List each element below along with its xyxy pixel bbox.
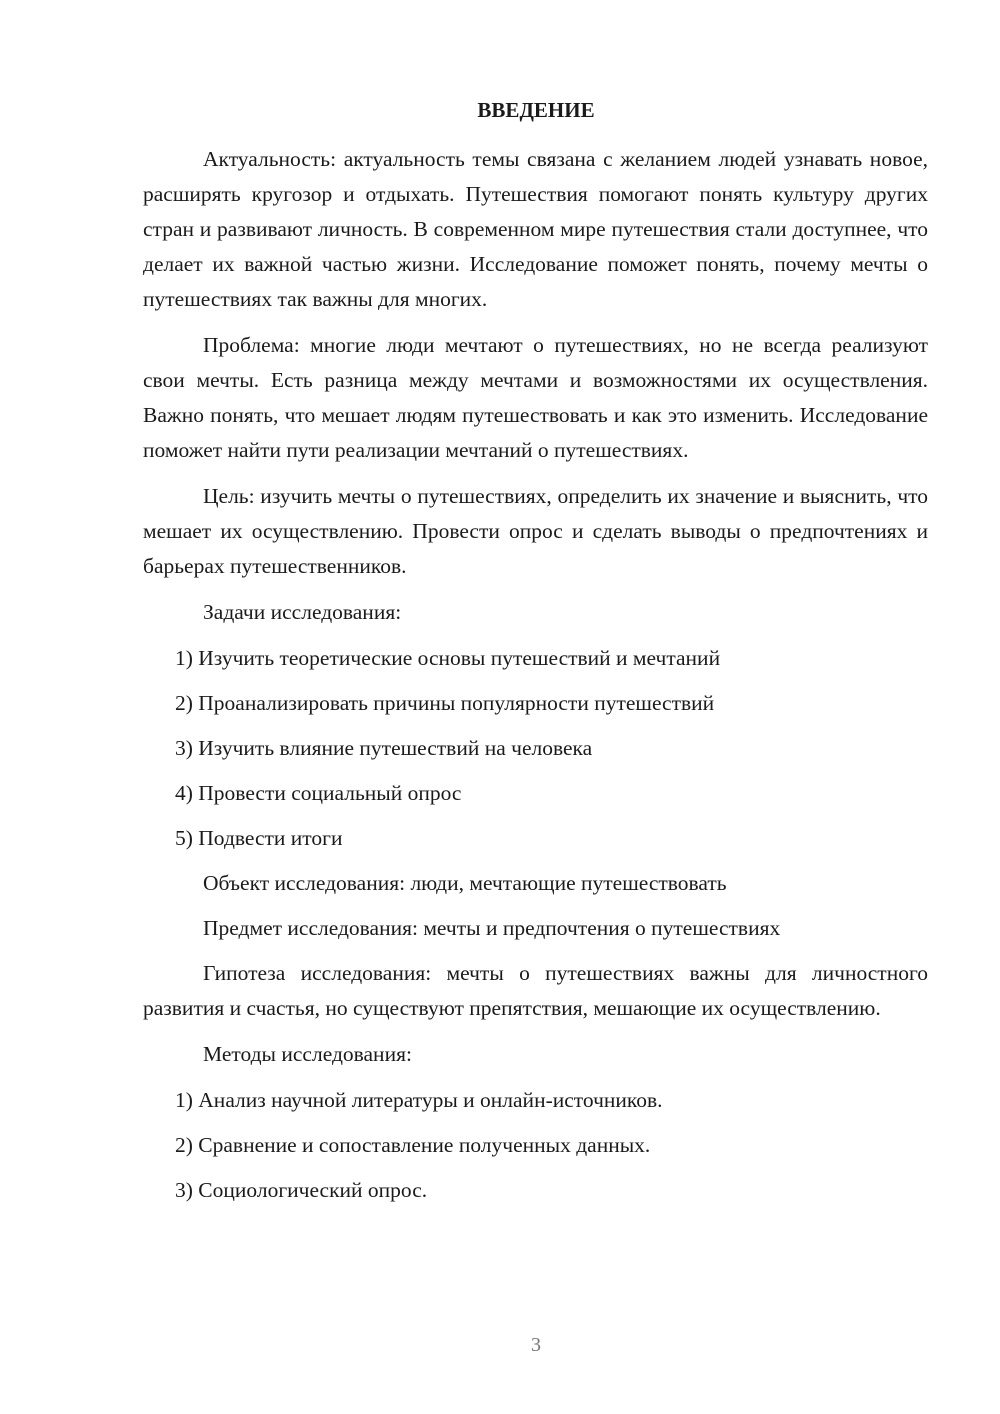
page-number: 3 <box>531 1334 541 1356</box>
document-body <box>143 142 928 1218</box>
method-item: 1) Анализ научной литературы и онлайн-источников. <box>175 1088 663 1112</box>
subject-paragraph: Предмет исследования: мечты и предпочтения о путешествиях <box>203 916 781 940</box>
problem-paragraph: Проблема: многие люди мечтают о путешествиях, но не всегда реализуют свои мечты. Есть разница между мечтами и возможностями их осуществления. Важно понять, что мешает людям путешествовать и как это изменить. Исследование поможет найти пути реализации мечтаний о путешествиях. <box>143 333 928 462</box>
tasks-heading: Задачи исследования: <box>203 600 402 624</box>
method-item: 3) Социологический опрос. <box>175 1178 428 1202</box>
task-item: 5) Подвести итоги <box>175 826 343 850</box>
method-item: 2) Сравнение и сопоставление полученных данных. <box>175 1133 651 1157</box>
methods-heading: Методы исследования: <box>203 1042 412 1066</box>
hypothesis-paragraph: Гипотеза исследования: мечты о путешествиях важны для личностного развития и счастья, но существуют препятствия, мешающие их осуществлению. <box>143 961 928 1020</box>
goal-paragraph: Цель: изучить мечты о путешествиях, определить их значение и выяснить, что мешает их осуществлению. Провести опрос и сделать выводы о предпочтениях и барьерах путешественников. <box>143 484 928 578</box>
task-item: 4) Провести социальный опрос <box>175 781 462 805</box>
object-paragraph: Объект исследования: люди, мечтающие путешествовать <box>203 871 727 895</box>
relevance-paragraph: Актуальность: актуальность темы связана с желанием людей узнавать новое, расширять кругозор и отдыхать. Путешествия помогают понять культуру других стран и развивают личность. В современном мире путешествия стали доступнее, что делает их важной частью жизни. Исследование поможет понять, почему мечты о путешествиях так важны для многих. <box>143 147 928 311</box>
task-item: 3) Изучить влияние путешествий на человека <box>175 736 593 760</box>
task-item: 1) Изучить теоретические основы путешествий и мечтаний <box>175 646 721 670</box>
section-title: ВВЕДЕНИЕ <box>477 98 595 122</box>
task-item: 2) Проанализировать причины популярности путешествий <box>175 691 715 715</box>
